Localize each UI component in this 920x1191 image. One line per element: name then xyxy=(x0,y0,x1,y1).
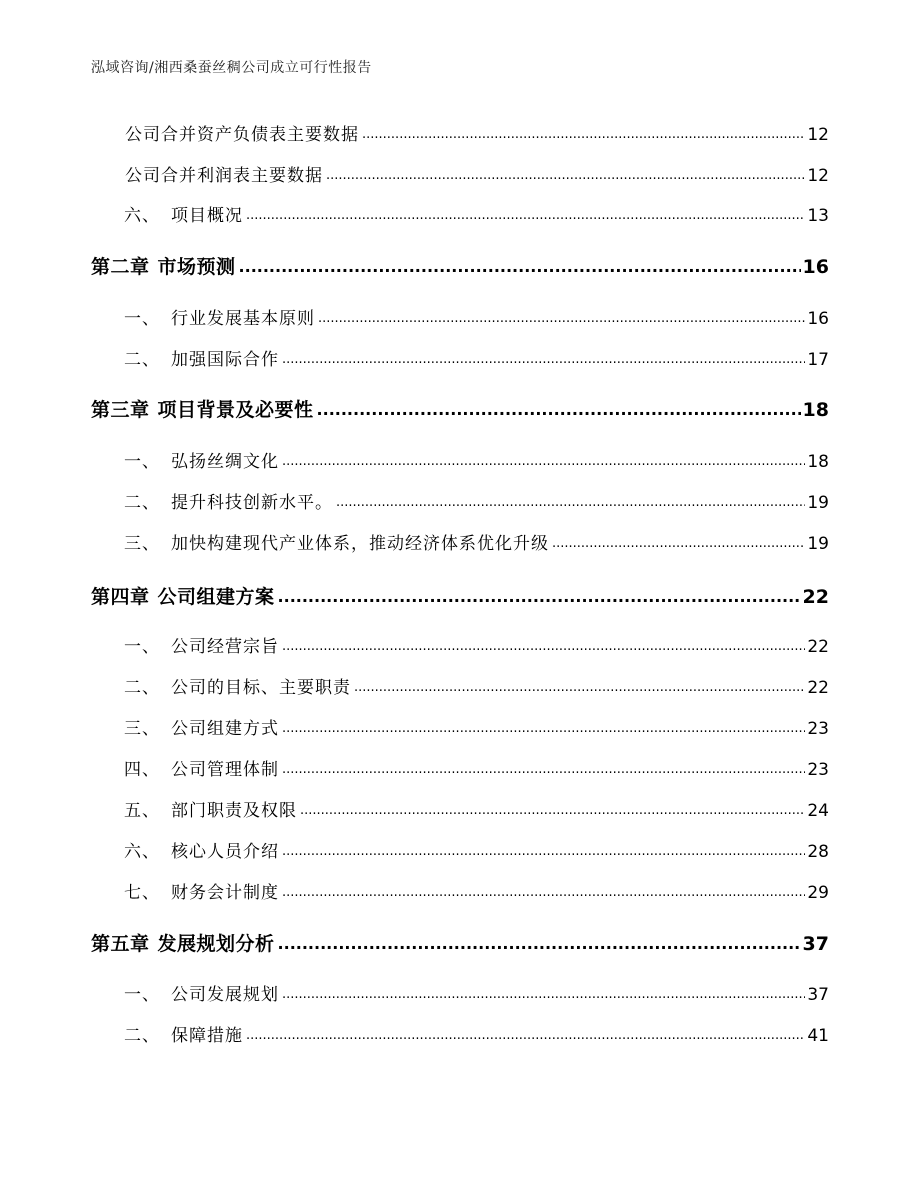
toc-entry[interactable] xyxy=(124,531,829,557)
dot-leader xyxy=(239,252,801,281)
toc-entry-title: 公司组建方式 xyxy=(171,719,279,739)
toc-entry-title: 保障措施 xyxy=(171,1026,243,1046)
toc-page-number: 23 xyxy=(807,760,829,780)
toc-entry-title: 公司的目标、主要职责 xyxy=(171,678,351,698)
toc-entry-title: 加快构建现代产业体系，推动经济体系优化升级 xyxy=(171,534,549,554)
dot-leader xyxy=(246,1021,805,1049)
toc-page-number: 22 xyxy=(802,586,829,608)
toc-entry-number: 二、 xyxy=(124,678,160,698)
toc-page-number: 19 xyxy=(807,493,829,513)
toc-entry[interactable] xyxy=(124,1023,829,1049)
dot-leader xyxy=(362,120,805,148)
toc-page-number: 18 xyxy=(807,452,829,472)
running-header: 泓域咨询/湘西桑蚕丝稠公司成立可行性报告 xyxy=(91,60,372,76)
toc-entry[interactable] xyxy=(124,347,829,373)
toc-entry-number: 六、 xyxy=(124,206,160,226)
dot-leader xyxy=(278,929,801,958)
toc-page-number: 12 xyxy=(807,166,829,186)
dot-leader xyxy=(354,673,805,701)
dot-leader xyxy=(336,488,805,516)
chapter-title: 市场预测 xyxy=(157,256,236,278)
toc-chapter[interactable] xyxy=(91,253,829,281)
toc-entry[interactable] xyxy=(124,716,829,742)
chapter-number: 第三章 xyxy=(91,399,150,421)
toc-entry-title: 公司经营宗旨 xyxy=(171,637,279,657)
toc-entry-title: 行业发展基本原则 xyxy=(171,309,315,329)
toc-entry-number: 二、 xyxy=(124,493,160,513)
toc-entry-number: 三、 xyxy=(124,534,160,554)
toc-entry[interactable] xyxy=(124,982,829,1008)
toc-entry-number: 二、 xyxy=(124,1026,160,1046)
toc-page-number: 29 xyxy=(807,883,829,903)
chapter-number: 第四章 xyxy=(91,586,150,608)
toc-entry-title: 核心人员介绍 xyxy=(171,842,279,862)
toc-page-number: 24 xyxy=(807,801,829,821)
chapter-title: 发展规划分析 xyxy=(157,933,275,955)
toc-page-number: 41 xyxy=(807,1026,829,1046)
toc-entry-title: 项目概况 xyxy=(171,206,243,226)
toc-entry[interactable] xyxy=(125,122,829,148)
toc-entry[interactable] xyxy=(124,490,829,516)
toc-page-number: 17 xyxy=(807,350,829,370)
toc-page-number: 22 xyxy=(807,678,829,698)
toc-page-number: 19 xyxy=(807,534,829,554)
dot-leader xyxy=(278,582,801,611)
chapter-title: 公司组建方案 xyxy=(157,586,275,608)
toc-entry[interactable] xyxy=(124,675,829,701)
toc-page-number: 16 xyxy=(802,256,829,278)
toc-entry[interactable] xyxy=(124,634,829,660)
toc-chapter[interactable] xyxy=(91,583,829,611)
toc-entry[interactable] xyxy=(124,757,829,783)
toc-page-number: 28 xyxy=(807,842,829,862)
toc-entry-number: 六、 xyxy=(124,842,160,862)
toc-page-number: 23 xyxy=(807,719,829,739)
toc-entry-number: 五、 xyxy=(124,801,160,821)
toc-entry-number: 四、 xyxy=(124,760,160,780)
dot-leader xyxy=(317,395,801,424)
toc-entry-number: 一、 xyxy=(124,637,160,657)
toc-entry-number: 三、 xyxy=(124,719,160,739)
dot-leader xyxy=(326,161,805,189)
toc-entry[interactable] xyxy=(125,163,829,189)
toc-entry[interactable] xyxy=(124,203,829,229)
toc-page-number: 12 xyxy=(807,125,829,145)
toc-entry-title: 公司发展规划 xyxy=(171,985,279,1005)
dot-leader xyxy=(282,447,805,475)
toc-entry-number: 一、 xyxy=(124,309,160,329)
chapter-title: 项目背景及必要性 xyxy=(157,399,314,421)
toc-entry-title: 弘扬丝绸文化 xyxy=(171,452,279,472)
toc-chapter[interactable] xyxy=(91,396,829,424)
toc-entry[interactable] xyxy=(124,839,829,865)
toc-chapter[interactable] xyxy=(91,930,829,958)
toc-entry-number: 七、 xyxy=(124,883,160,903)
toc-entry-title: 部门职责及权限 xyxy=(171,801,297,821)
toc-entry-title: 财务会计制度 xyxy=(171,883,279,903)
toc-entry-title: 公司合并利润表主要数据 xyxy=(125,166,323,186)
toc-entry-number: 一、 xyxy=(124,452,160,472)
toc-page-number: 13 xyxy=(807,206,829,226)
toc-page-number: 16 xyxy=(807,309,829,329)
dot-leader xyxy=(246,201,805,229)
toc-page-number: 18 xyxy=(802,399,829,421)
dot-leader xyxy=(282,345,805,373)
dot-leader xyxy=(282,837,805,865)
toc-entry-title: 提升科技创新水平。 xyxy=(171,493,333,513)
dot-leader xyxy=(552,529,805,557)
dot-leader xyxy=(282,878,805,906)
toc-entry[interactable] xyxy=(124,449,829,475)
dot-leader xyxy=(282,632,805,660)
dot-leader xyxy=(300,796,805,824)
toc-entry-number: 二、 xyxy=(124,350,160,370)
toc-page-number: 37 xyxy=(802,933,829,955)
toc-page-number: 37 xyxy=(807,985,829,1005)
dot-leader xyxy=(282,714,805,742)
dot-leader xyxy=(282,980,805,1008)
toc-entry-title: 公司管理体制 xyxy=(171,760,279,780)
chapter-number: 第二章 xyxy=(91,256,150,278)
toc-entry-title: 公司合并资产负债表主要数据 xyxy=(125,125,359,145)
dot-leader xyxy=(282,755,805,783)
toc-entry-number: 一、 xyxy=(124,985,160,1005)
toc-entry[interactable] xyxy=(124,798,829,824)
toc-entry-title: 加强国际合作 xyxy=(171,350,279,370)
toc-page-number: 22 xyxy=(807,637,829,657)
chapter-number: 第五章 xyxy=(91,933,150,955)
dot-leader xyxy=(318,304,805,332)
toc-entry[interactable] xyxy=(124,880,829,906)
toc-entry[interactable] xyxy=(124,306,829,332)
